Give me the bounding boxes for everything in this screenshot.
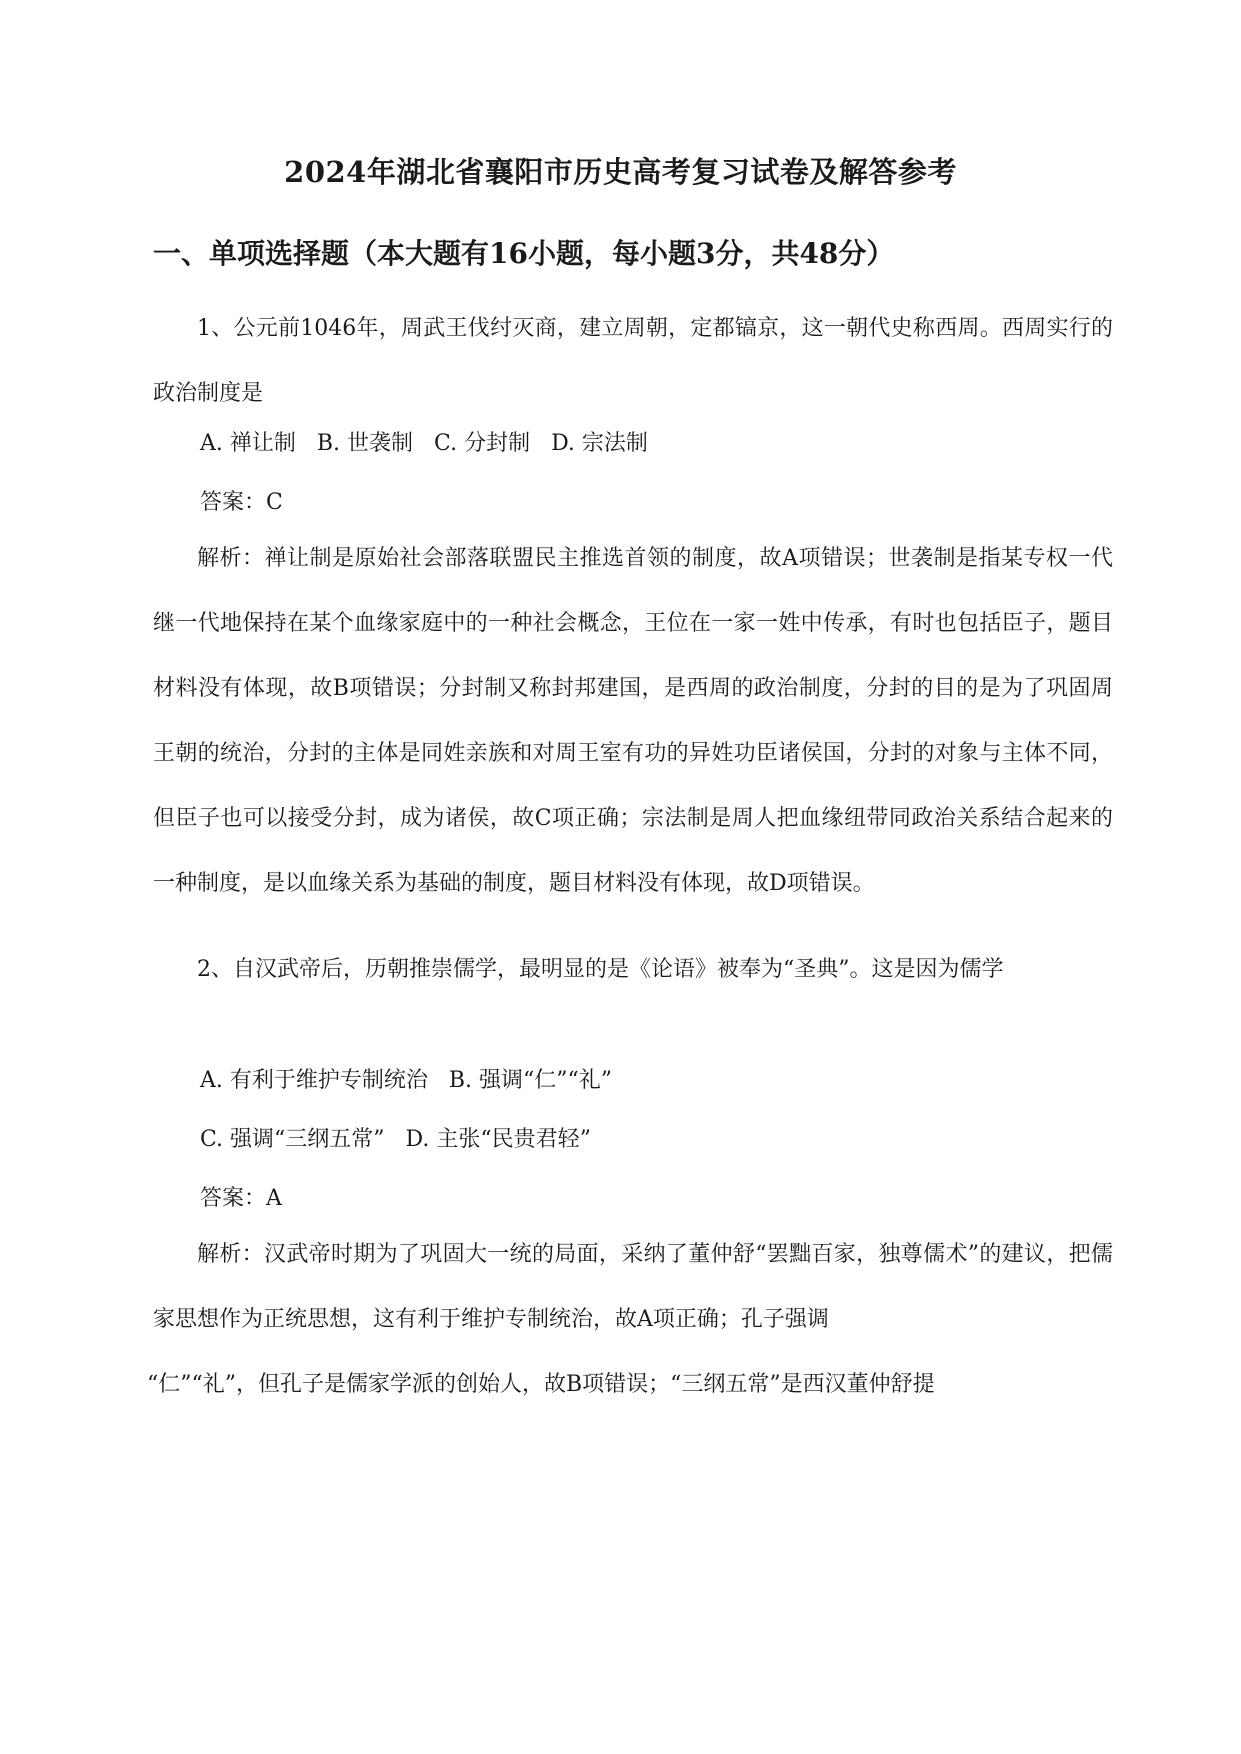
- question-2-option-b: B. 强调“仁”“礼”: [448, 1068, 613, 1093]
- question-2-stem: 2、自汉武帝后，历朝推崇儒学，最明显的是《论语》被奉为“圣典”。这是因为儒学: [197, 957, 1004, 982]
- question-2-option-a: A. 有利于维护专制统治: [200, 1068, 428, 1093]
- question-2-option-d: D. 主张“民贵君轻”: [405, 1127, 591, 1152]
- question-2-analysis-continued: “仁”“礼”，但孔子是儒家学派的创始人，故B项错误；“三纲五常”是西汉董仲舒提: [147, 1372, 935, 1397]
- question-1-option-a: A. 禅让制: [200, 431, 296, 456]
- document-title: 2024年湖北省襄阳市历史高考复习试卷及解答参考: [284, 155, 957, 189]
- section-heading: 一、单项选择题（本大题有16小题，每小题3分，共48分）: [153, 237, 895, 270]
- question-1-stem: 1、公元前1046年，周武王伐纣灭商，建立周朝，定都镐京，这一朝代史称西周。西周实行的政治制度是: [153, 316, 1113, 406]
- question-1-option-b: B. 世袭制: [316, 431, 414, 456]
- question-1-option-c: C. 分封制: [434, 431, 531, 456]
- question-2-analysis: 解析：汉武帝时期为了巩固大一统的局面，采纳了董仲舒“罢黜百家，独尊儒术”的建议，把儒家思想作为正统思想，这有利于维护专制统治，故A项正确；孔子强调: [153, 1242, 1113, 1332]
- question-1-answer: 答案：C: [200, 490, 283, 515]
- question-1-option-d: D. 宗法制: [551, 431, 648, 456]
- question-2-answer: 答案：A: [200, 1186, 282, 1211]
- question-2-options-row-2: [200, 1120, 605, 1160]
- question-1-options: [200, 424, 662, 464]
- question-2-option-c: C. 强调“三纲五常”: [200, 1127, 385, 1152]
- question-1-analysis: 解析：禅让制是原始社会部落联盟民主推选首领的制度，故A项错误；世袭制是指某专权一代继一代地保持在某个血缘家庭中的一种社会概念，王位在一家一姓中传承，有时也包括臣子，题目材料没有体现，故B项错误；分封制又称封邦建国，是西周的政治制度，分封的目的是为了巩固周王朝的统治，分封的主体是同姓亲族和对周王室有功的异姓功臣诸侯国，分封的对象与主体不同，但臣子也可以接受分封，成为诸侯，故C项正确；宗法制是周人把血缘纽带同政治关系结合起来的一种制度，是以血缘关系为基础的制度，题目材料没有体现，故D项错误。: [153, 546, 1113, 896]
- question-2-options-row-1: [200, 1061, 626, 1101]
